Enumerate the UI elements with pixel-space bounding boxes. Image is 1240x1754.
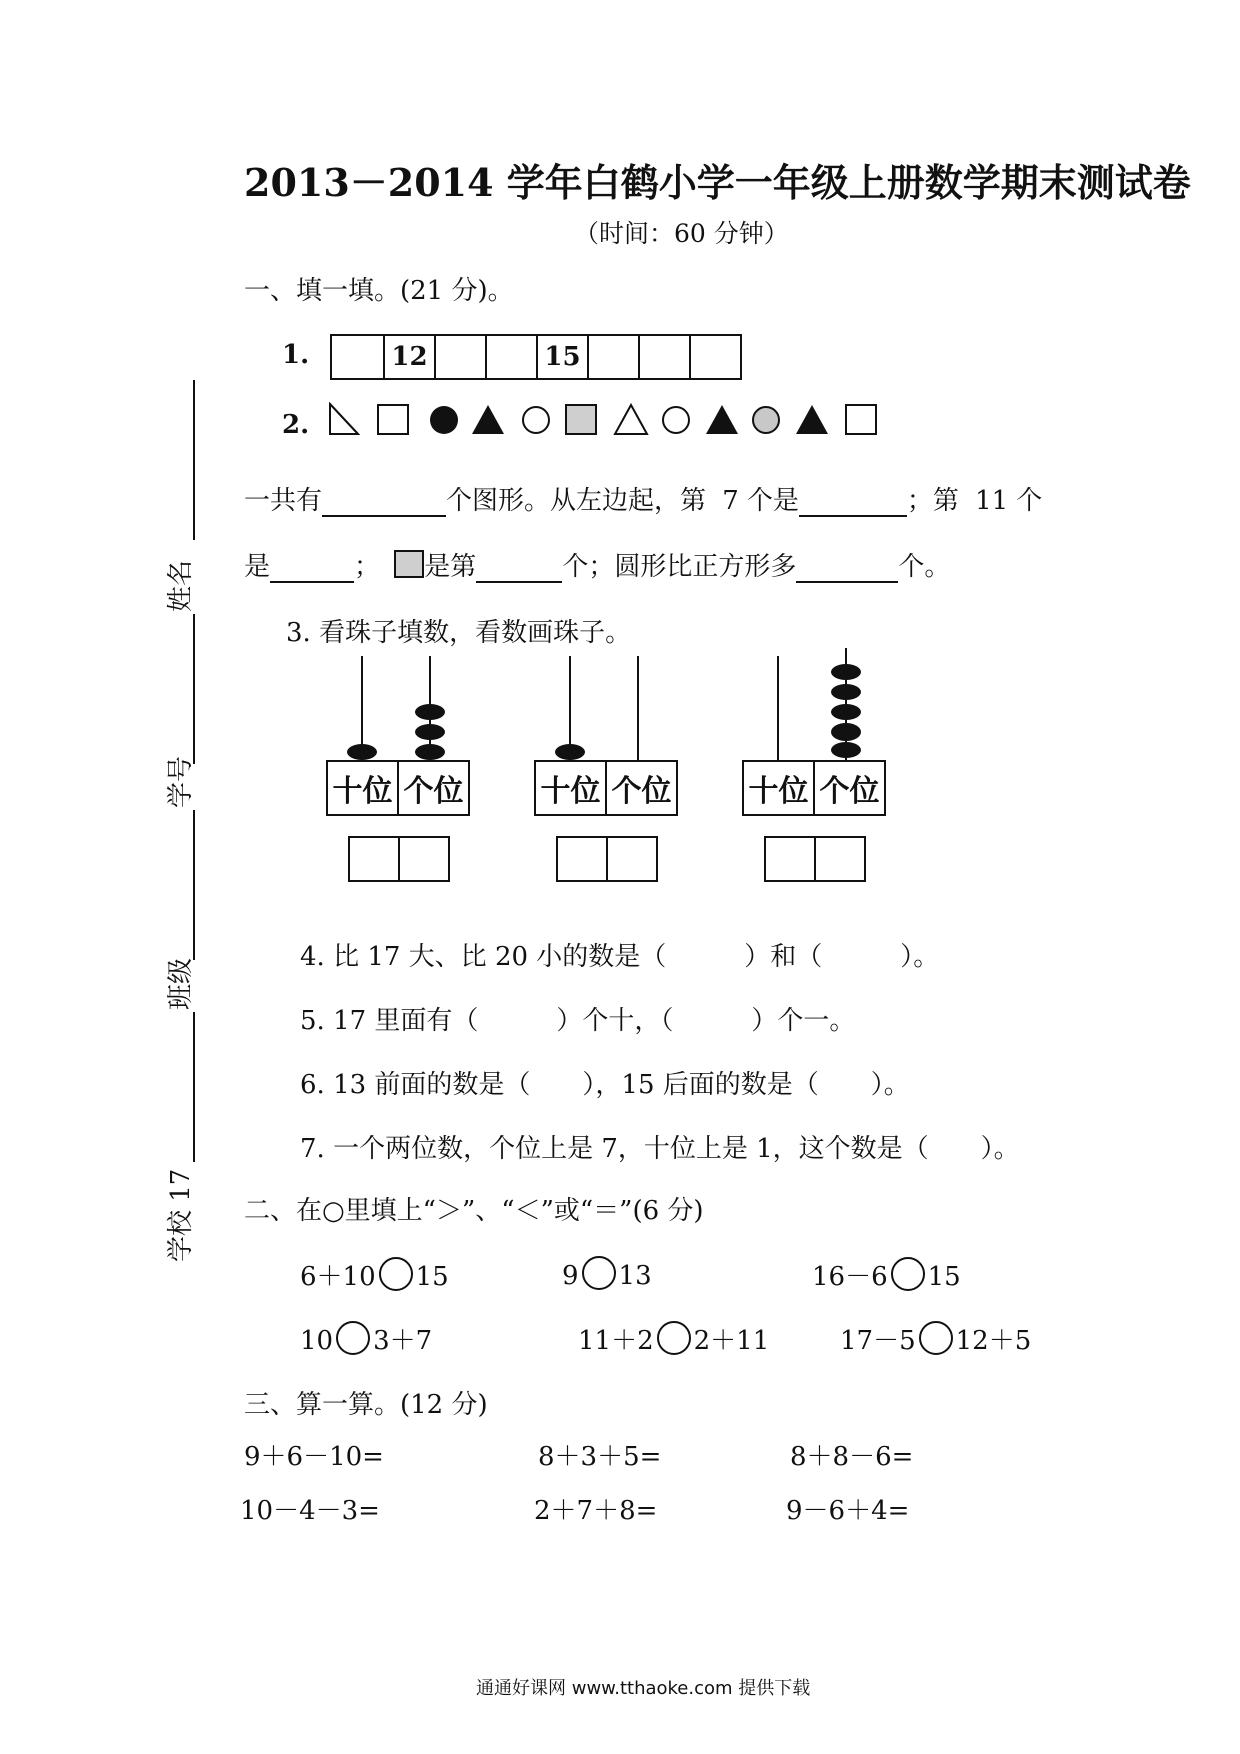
q7-text: 7. 一个两位数，个位上是 7，十位上是 1，这个数是（ ）。 [300,1134,1020,1164]
q4-text: 4. 比 17 大、比 20 小的数是（ ）和（ ）。 [300,942,940,972]
strip-cell[interactable] [587,336,638,378]
abacus-3 [742,646,886,762]
compare-item: 16－6 15 [812,1256,961,1293]
bead [415,704,445,720]
name-label: 姓名 [166,559,196,612]
triangle-filled-icon [472,405,504,434]
compare-circle[interactable] [336,1321,370,1355]
tens-answer[interactable] [350,838,400,880]
circle-outline-icon [523,407,549,433]
strip-cell[interactable] [434,336,485,378]
bead [831,684,861,700]
q2-line-1: 一共有 个图形。从左边起，第 7 个是 ；第 11 个 [244,486,1043,516]
school-label: 学校 17 [166,1168,196,1262]
compare-circle[interactable] [657,1321,691,1355]
compare-item: 9 13 [562,1256,652,1291]
gray-square-icon [394,550,424,578]
number-strip [330,334,742,380]
time-limit: （时间：60 分钟） [574,219,789,248]
strip-cell[interactable] [485,336,536,378]
bead [831,704,861,720]
square-outline-icon [378,405,408,434]
student-id-label: 学号 [166,755,196,808]
bead [347,744,377,760]
compare-circle[interactable] [919,1321,953,1355]
shapes-row [326,402,886,438]
tens-label: 十位 [744,762,815,814]
strip-cell[interactable] [638,336,689,378]
answer-blank[interactable] [799,489,907,517]
tens-answer[interactable] [766,838,816,880]
bead [415,744,445,760]
abacus-answer-box[interactable] [556,836,658,882]
ones-label: 个位 [819,774,880,809]
circle-filled-icon [430,406,458,434]
compare-item: 10 3＋7 [300,1320,432,1357]
page-title: 2013－2014 学年白鹤小学一年级上册数学期末测试卷 [244,160,1191,205]
abacus-answer-box[interactable] [348,836,450,882]
triangle-filled-icon [796,405,828,434]
abacus-1 [326,652,470,762]
calc-item: 8＋8－6= [790,1442,914,1472]
bead [831,723,861,741]
ones-answer[interactable] [400,838,448,880]
compare-circle[interactable] [891,1257,925,1291]
tens-answer[interactable] [558,838,608,880]
calc-item: 9＋6－10= [244,1442,384,1472]
ones-answer[interactable] [608,838,656,880]
q1-number: 1. [282,340,310,370]
strip-cell[interactable] [689,336,740,378]
circle-gray-icon [753,407,779,433]
binding-line [193,810,195,960]
ones-label: 个位 [611,774,672,809]
binding-line [193,380,195,540]
q6-text: 6. 13 前面的数是（ ），15 后面的数是（ ）。 [300,1070,910,1100]
answer-blank[interactable] [270,555,354,583]
calc-item: 2＋7＋8= [534,1496,658,1526]
compare-item: 6＋10 15 [300,1256,449,1293]
square-gray-icon [566,405,596,434]
triangle-outline-icon [615,405,647,434]
bead [555,744,585,760]
section-3-heading: 三、算一算。(12 分) [244,1390,488,1420]
strip-cell[interactable] [332,336,383,378]
binding-line [193,614,195,764]
place-value-header [742,760,886,816]
answer-blank[interactable] [476,555,562,583]
abacus-2 [534,652,678,762]
section-1-heading: 一、填一填。(21 分)。 [244,276,514,306]
compare-circle[interactable] [379,1257,413,1291]
compare-item: 11＋2 2＋11 [578,1320,769,1357]
q2-number: 2. [282,410,310,440]
tens-label: 十位 [328,762,399,814]
class-label: 班级 [166,957,196,1010]
place-value-header [534,760,678,816]
compare-circle[interactable] [582,1256,616,1290]
ones-answer[interactable] [816,838,864,880]
bead [831,742,861,758]
abacus-answer-box[interactable] [764,836,866,882]
answer-blank[interactable] [796,555,898,583]
circle-outline-icon [663,407,689,433]
strip-cell: 15 [536,336,587,378]
bead [415,724,445,740]
q5-text: 5. 17 里面有（ ）个十，（ ）个一。 [300,1006,856,1036]
section-2-heading: 二、在○里填上“＞”、“＜”或“＝”(6 分) [244,1196,704,1226]
calc-item: 10－4－3= [240,1496,380,1526]
compare-item: 17－5 12＋5 [840,1320,1031,1357]
q2-line-2: 是 ； 是第 个；圆形比正方形多 个。 [244,552,951,582]
strip-cell: 12 [383,336,434,378]
footer-credit: 通通好课网 www.tthaoke.com 提供下载 [476,1678,811,1699]
q3-text: 3. 看珠子填数，看数画珠子。 [286,618,632,648]
calc-item: 8＋3＋5= [538,1442,662,1472]
bead [831,664,861,680]
ones-label: 个位 [403,774,464,809]
place-value-header [326,760,470,816]
calc-item: 9－6＋4= [786,1496,910,1526]
answer-blank[interactable] [322,489,446,517]
binding-line [193,1012,195,1162]
triangle-filled-icon [706,405,738,434]
right-triangle-outline-icon [330,404,358,434]
tens-label: 十位 [536,762,607,814]
square-outline-icon [846,405,876,434]
